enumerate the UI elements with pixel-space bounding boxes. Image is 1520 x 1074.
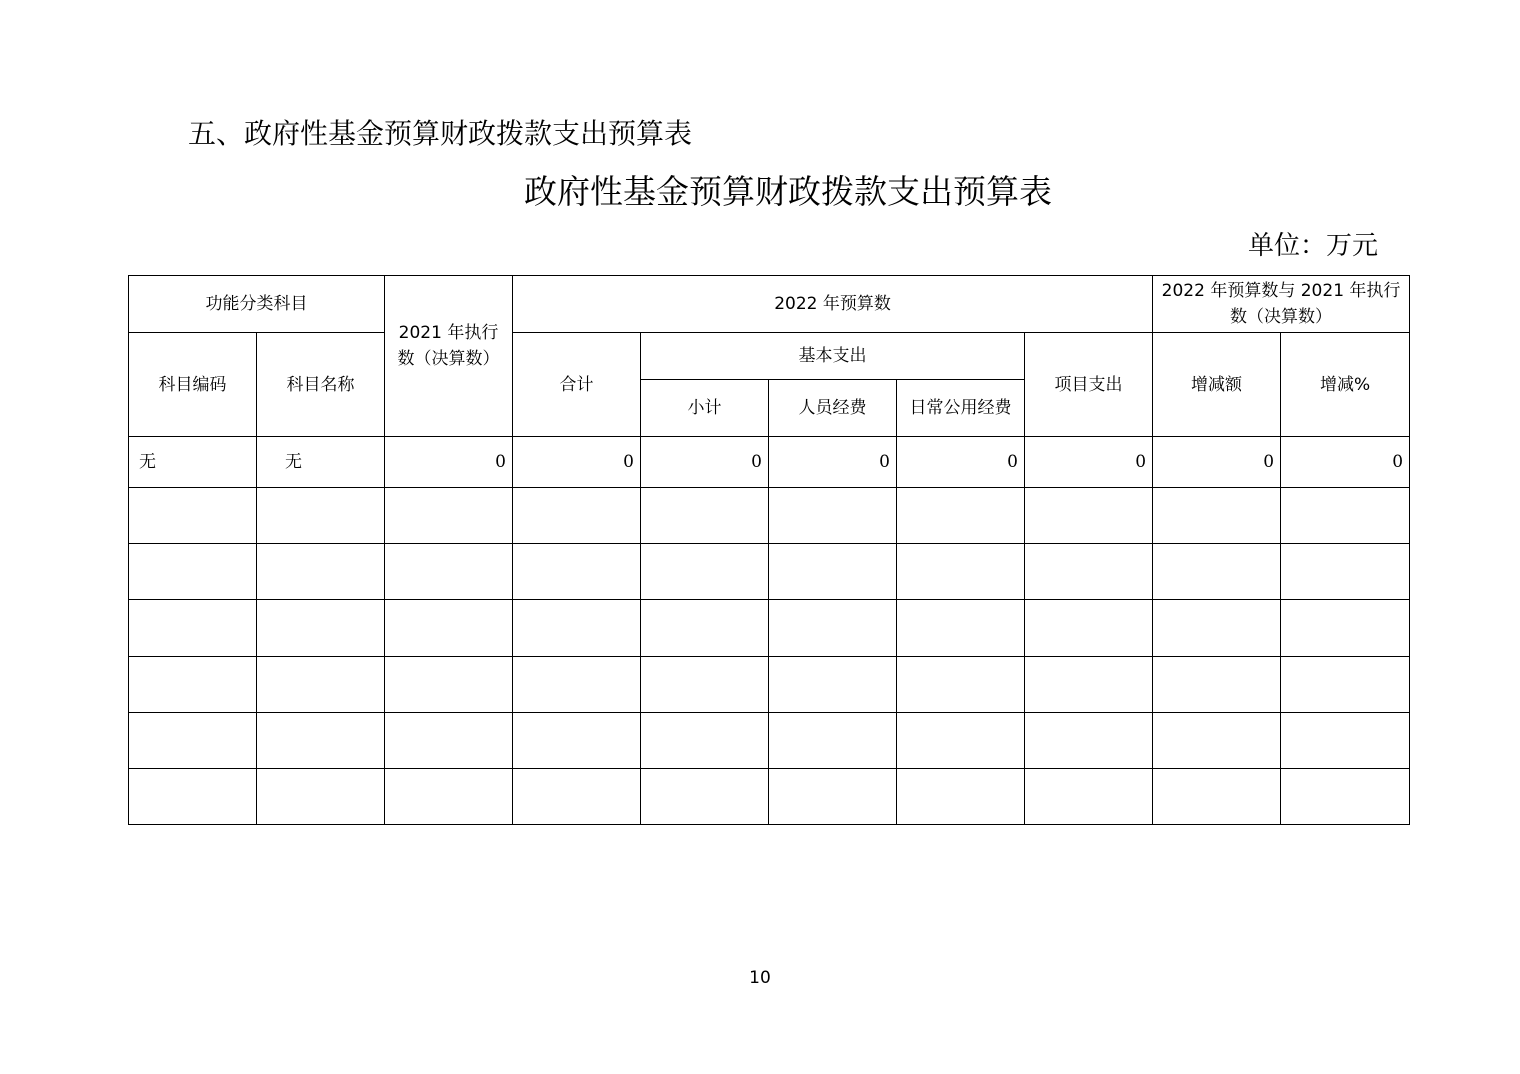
empty-row: [129, 488, 1410, 544]
cell-code: 无: [129, 437, 257, 488]
table-row: [129, 437, 1410, 488]
header-total: 合计: [513, 333, 641, 437]
header-change-amount: 增减额: [1153, 333, 1281, 437]
cell-subtotal: 0: [641, 437, 769, 488]
header-personnel: 人员经费: [769, 380, 897, 437]
header-public: 日常公用经费: [897, 380, 1025, 437]
page-number: 10: [749, 968, 771, 988]
cell-total: 0: [513, 437, 641, 488]
header-compare: 2022 年预算数与 2021 年执行数（决算数）: [1153, 276, 1410, 333]
header-func-class: 功能分类科目: [129, 276, 385, 333]
header-basic: 基本支出: [641, 333, 1025, 380]
cell-name: 无: [257, 437, 385, 488]
empty-row: [129, 657, 1410, 713]
header-exec-2021: 2021 年执行数（决算数）: [385, 276, 513, 437]
empty-row: [129, 769, 1410, 825]
budget-table: [128, 275, 1410, 825]
header-name: 科目名称: [257, 333, 385, 437]
document-title: 政府性基金预算财政拨款支出预算表: [524, 172, 1052, 211]
header-change-pct: 增减%: [1281, 333, 1410, 437]
header-code: 科目编码: [129, 333, 257, 437]
cell-change-amount: 0: [1153, 437, 1281, 488]
header-subtotal: 小计: [641, 380, 769, 437]
header-budget-2022: 2022 年预算数: [513, 276, 1153, 333]
empty-row: [129, 544, 1410, 600]
cell-personnel: 0: [769, 437, 897, 488]
empty-row: [129, 713, 1410, 769]
cell-public: 0: [897, 437, 1025, 488]
cell-change-pct: 0: [1281, 437, 1410, 488]
cell-project: 0: [1025, 437, 1153, 488]
header-project: 项目支出: [1025, 333, 1153, 437]
empty-row: [129, 600, 1410, 657]
cell-exec-2021: 0: [385, 437, 513, 488]
unit-label: 单位：万元: [1247, 231, 1378, 261]
section-heading: 五、政府性基金预算财政拨款支出预算表: [188, 117, 693, 150]
